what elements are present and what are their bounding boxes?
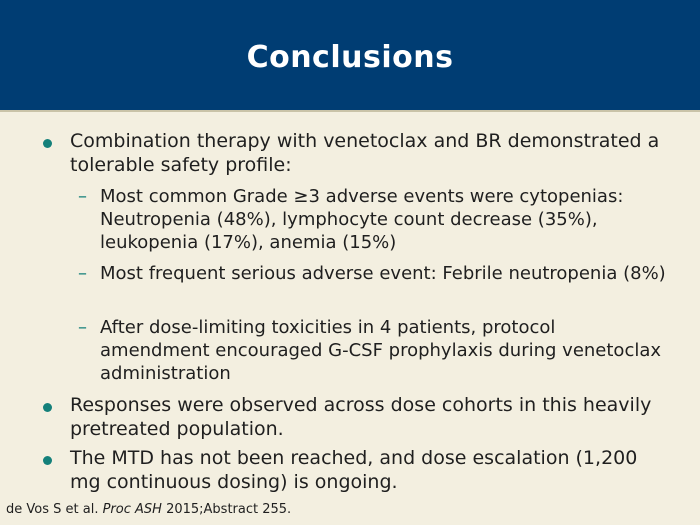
slide-title: Conclusions [246, 39, 454, 75]
bullet-3: The MTD has not been reached, and dose escalation (1,200 mg continuous dosing) is ongoing. [70, 447, 638, 493]
citation-journal: Proc ASH [102, 502, 162, 517]
sub-bullet-3: After dose-limiting toxicities in 4 patients, protocol amendment encouraged G-CSF prophylaxis during venetoclax administration [100, 317, 662, 384]
citation [6, 502, 291, 518]
bullet-dot-1 [43, 139, 52, 148]
sub-bullet-1: Most common Grade ≥3 adverse events were cytopenias: Neutropenia (48%), lymphocyte count decrease (35%), leukopenia (17%), anemia (15%) [100, 186, 624, 253]
bullet-2: Responses were observed across dose cohorts in this heavily pretreated population. [70, 394, 652, 440]
bullet-dot-3 [43, 456, 52, 465]
dash-1: – [78, 186, 87, 207]
citation-details: 2015;Abstract 255. [166, 502, 292, 517]
bullet-dot-2 [43, 403, 52, 412]
dash-2: – [78, 263, 87, 284]
dash-3: – [78, 317, 87, 338]
bullet-1: Combination therapy with venetoclax and BR demonstrated a tolerable safety profile: [70, 130, 660, 176]
citation-authors: de Vos S et al. [6, 502, 99, 517]
sub-bullet-2: Most frequent serious adverse event: Febrile neutropenia (8%) [100, 263, 666, 284]
title-bar [0, 0, 700, 112]
